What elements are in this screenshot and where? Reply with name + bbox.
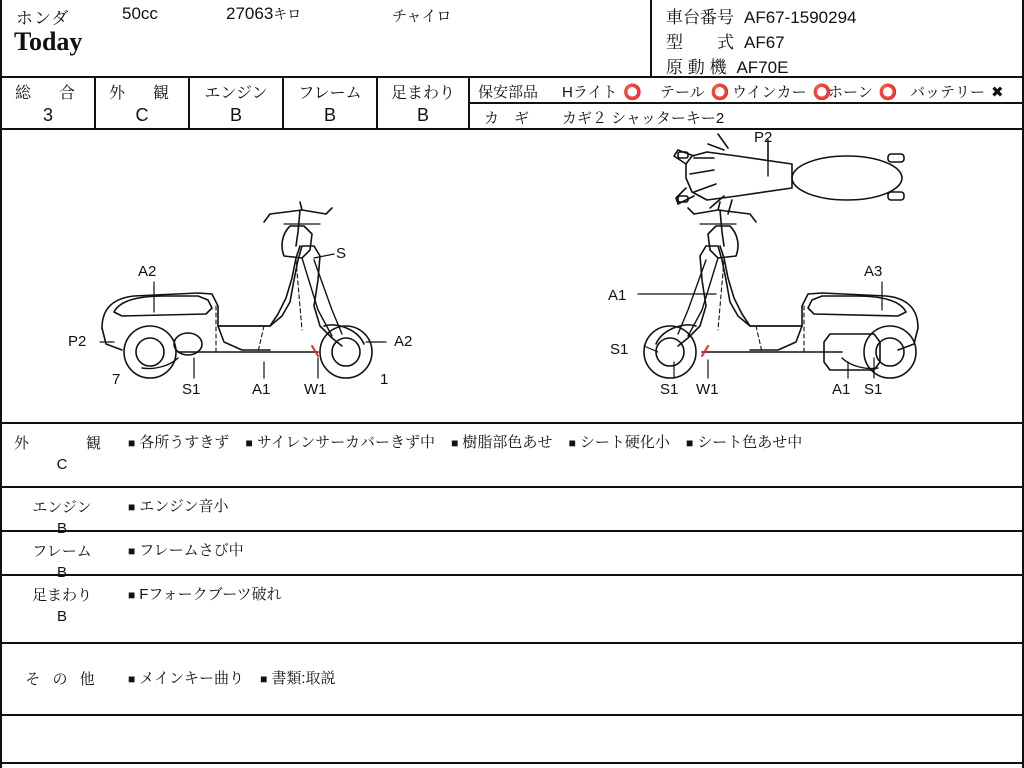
safety-item-battery-label: バッテリー [910,84,986,101]
mileage-unit: キロ [273,6,302,22]
mileage-value: 27063 [226,4,274,23]
grade-value-exterior: C [135,105,149,125]
label-left-s1: S1 [182,381,201,398]
safety-item-horn [828,81,897,102]
note-label-other [2,644,122,689]
key-value: カギ２ シャッターキー2 [562,110,725,127]
cross-icon [991,84,1004,101]
chassis-number-label: 車台番号 [666,8,734,27]
grades-row [2,78,1022,130]
header-right [650,0,1024,76]
note-body-frame [128,532,1022,562]
note-row-frame [2,532,1022,581]
note-item: ■ サイレンサーカバーきず中 [245,434,435,451]
note-body-suspension [128,576,1022,606]
header-left [2,0,650,76]
note-item: ■ フレームさび中 [128,542,244,559]
label-left-s: S [336,245,347,262]
label-left-p2: P2 [68,333,87,350]
note-label-frame-text: フレーム [32,543,92,560]
note-label-engine-text: エンジン [32,499,92,516]
chassis-number-row [666,3,856,28]
safety-item-battery [910,81,1004,102]
grade-label-engine: エンジン [204,85,268,102]
displacement: 50cc [122,4,158,23]
note-row-other [2,644,1022,716]
model-name: Today [14,27,83,56]
circle-icon [879,84,898,101]
grade-label-frame: フレーム [298,85,362,102]
diagram-labels [68,130,882,398]
note-label-suspension [2,576,122,625]
label-left-a2-top: A2 [138,263,157,280]
vehicle-diagram [2,130,1022,424]
safety-item-winker-label: ウインカー [732,84,807,101]
grade-cell-suspension [378,78,470,128]
chassis-number-value: AF67-1590294 [744,8,857,27]
note-label-exterior-text: 外 観 [13,435,110,452]
square-bullet-icon: ■ [128,672,136,686]
circle-icon [711,84,730,101]
safety-item-headlight [562,81,642,102]
engine-row [666,53,788,78]
mileage [226,4,301,24]
note-label-engine [2,488,122,537]
square-bullet-icon: ■ [568,436,576,450]
note-item: ■ エンジン音小 [128,498,229,515]
square-bullet-icon: ■ [451,436,459,450]
square-bullet-icon: ■ [260,672,268,686]
note-label-suspension-text: 足まわり [31,587,92,604]
note-row-blank [2,716,1022,764]
note-body-exterior [128,424,1022,454]
label-top-p2: P2 [754,130,773,146]
key-label: カ ギ [484,110,530,127]
key-row [470,104,1022,130]
note-label-frame [2,532,122,581]
grade-value-frame: B [323,105,336,125]
label-right-w1: W1 [696,381,719,398]
square-bullet-icon: ■ [128,544,136,558]
maker-name: ホンダ [16,9,70,28]
diagram-left-side-view [102,202,372,378]
note-label-exterior [2,424,122,473]
label-right-a3: A3 [864,263,883,280]
note-item: ■ メインキー曲り [128,670,244,687]
square-bullet-icon: ■ [686,436,694,450]
label-right-a1: A1 [608,287,627,304]
note-row-exterior [2,424,1022,488]
square-bullet-icon: ■ [128,500,136,514]
type-value: AF67 [744,33,785,52]
safety-parts-row [470,78,1022,104]
circle-icon [623,84,642,101]
note-grade-frame: B [56,564,67,581]
engine-value: AF70E [736,58,789,77]
safety-item-taillight [660,81,729,102]
square-bullet-icon: ■ [128,588,136,602]
grade-label-suspension: 足まわり [390,85,455,102]
note-item: ■ 樹脂部色あせ [451,434,553,451]
safety-parts-title: 保安部品 [478,84,539,101]
square-bullet-icon: ■ [245,436,253,450]
grade-label-overall: 総 合 [14,85,81,102]
label-left-a1: A1 [252,381,271,398]
note-grade-suspension: B [56,608,67,625]
safety-item-winker [732,81,831,102]
label-left-w1: W1 [304,381,327,398]
type-label: 型 式 [666,33,734,52]
note-grade-exterior: C [56,456,68,473]
grade-cell-engine [190,78,284,128]
label-right-s1-rear: S1 [864,381,883,398]
note-body-engine [128,488,1022,518]
type-row [666,28,785,53]
safety-item-horn-label: ホーン [828,84,873,101]
note-item: ■ シート色あせ中 [686,434,803,451]
note-item: ■ シート硬化小 [568,434,670,451]
label-left-a2-right: A2 [394,333,413,350]
note-label-other-text: そ の 他 [25,671,99,688]
label-right-s1-bottom: S1 [660,381,679,398]
note-row-suspension [2,576,1022,644]
label-right-s1-front: S1 [610,341,629,358]
color: チャイロ [392,8,452,25]
grade-cell-frame [284,78,378,128]
safety-parts-block [470,78,1022,128]
grade-value-overall: 3 [42,105,53,125]
note-item: ■ Fフォークブーツ破れ [128,586,282,603]
label-right-a1-bottom: A1 [832,381,851,398]
note-row-engine [2,488,1022,537]
diagram-top-view [674,134,904,214]
grade-value-suspension: B [416,105,429,125]
safety-item-headlight-label: Hライト [562,84,618,101]
header [2,0,1022,78]
note-item: ■ 各所うすきず [128,434,230,451]
safety-item-taillight-label: テール [660,84,705,101]
note-item: ■ 書類:取説 [260,670,336,687]
note-body-other [128,644,1022,690]
diagram-right-side-view [644,202,918,378]
engine-label: 原 動 機 [666,58,727,77]
condition-notes [2,424,1022,764]
grade-cell-exterior [96,78,190,128]
note-grade-engine: B [56,520,67,537]
label-left-1: 1 [380,371,389,388]
vehicle-diagram-svg [2,130,1022,422]
label-left-7: 7 [112,371,121,388]
grade-cell-overall [2,78,96,128]
grade-label-exterior: 外 観 [108,85,175,102]
square-bullet-icon: ■ [128,436,136,450]
grade-value-engine: B [229,105,242,125]
